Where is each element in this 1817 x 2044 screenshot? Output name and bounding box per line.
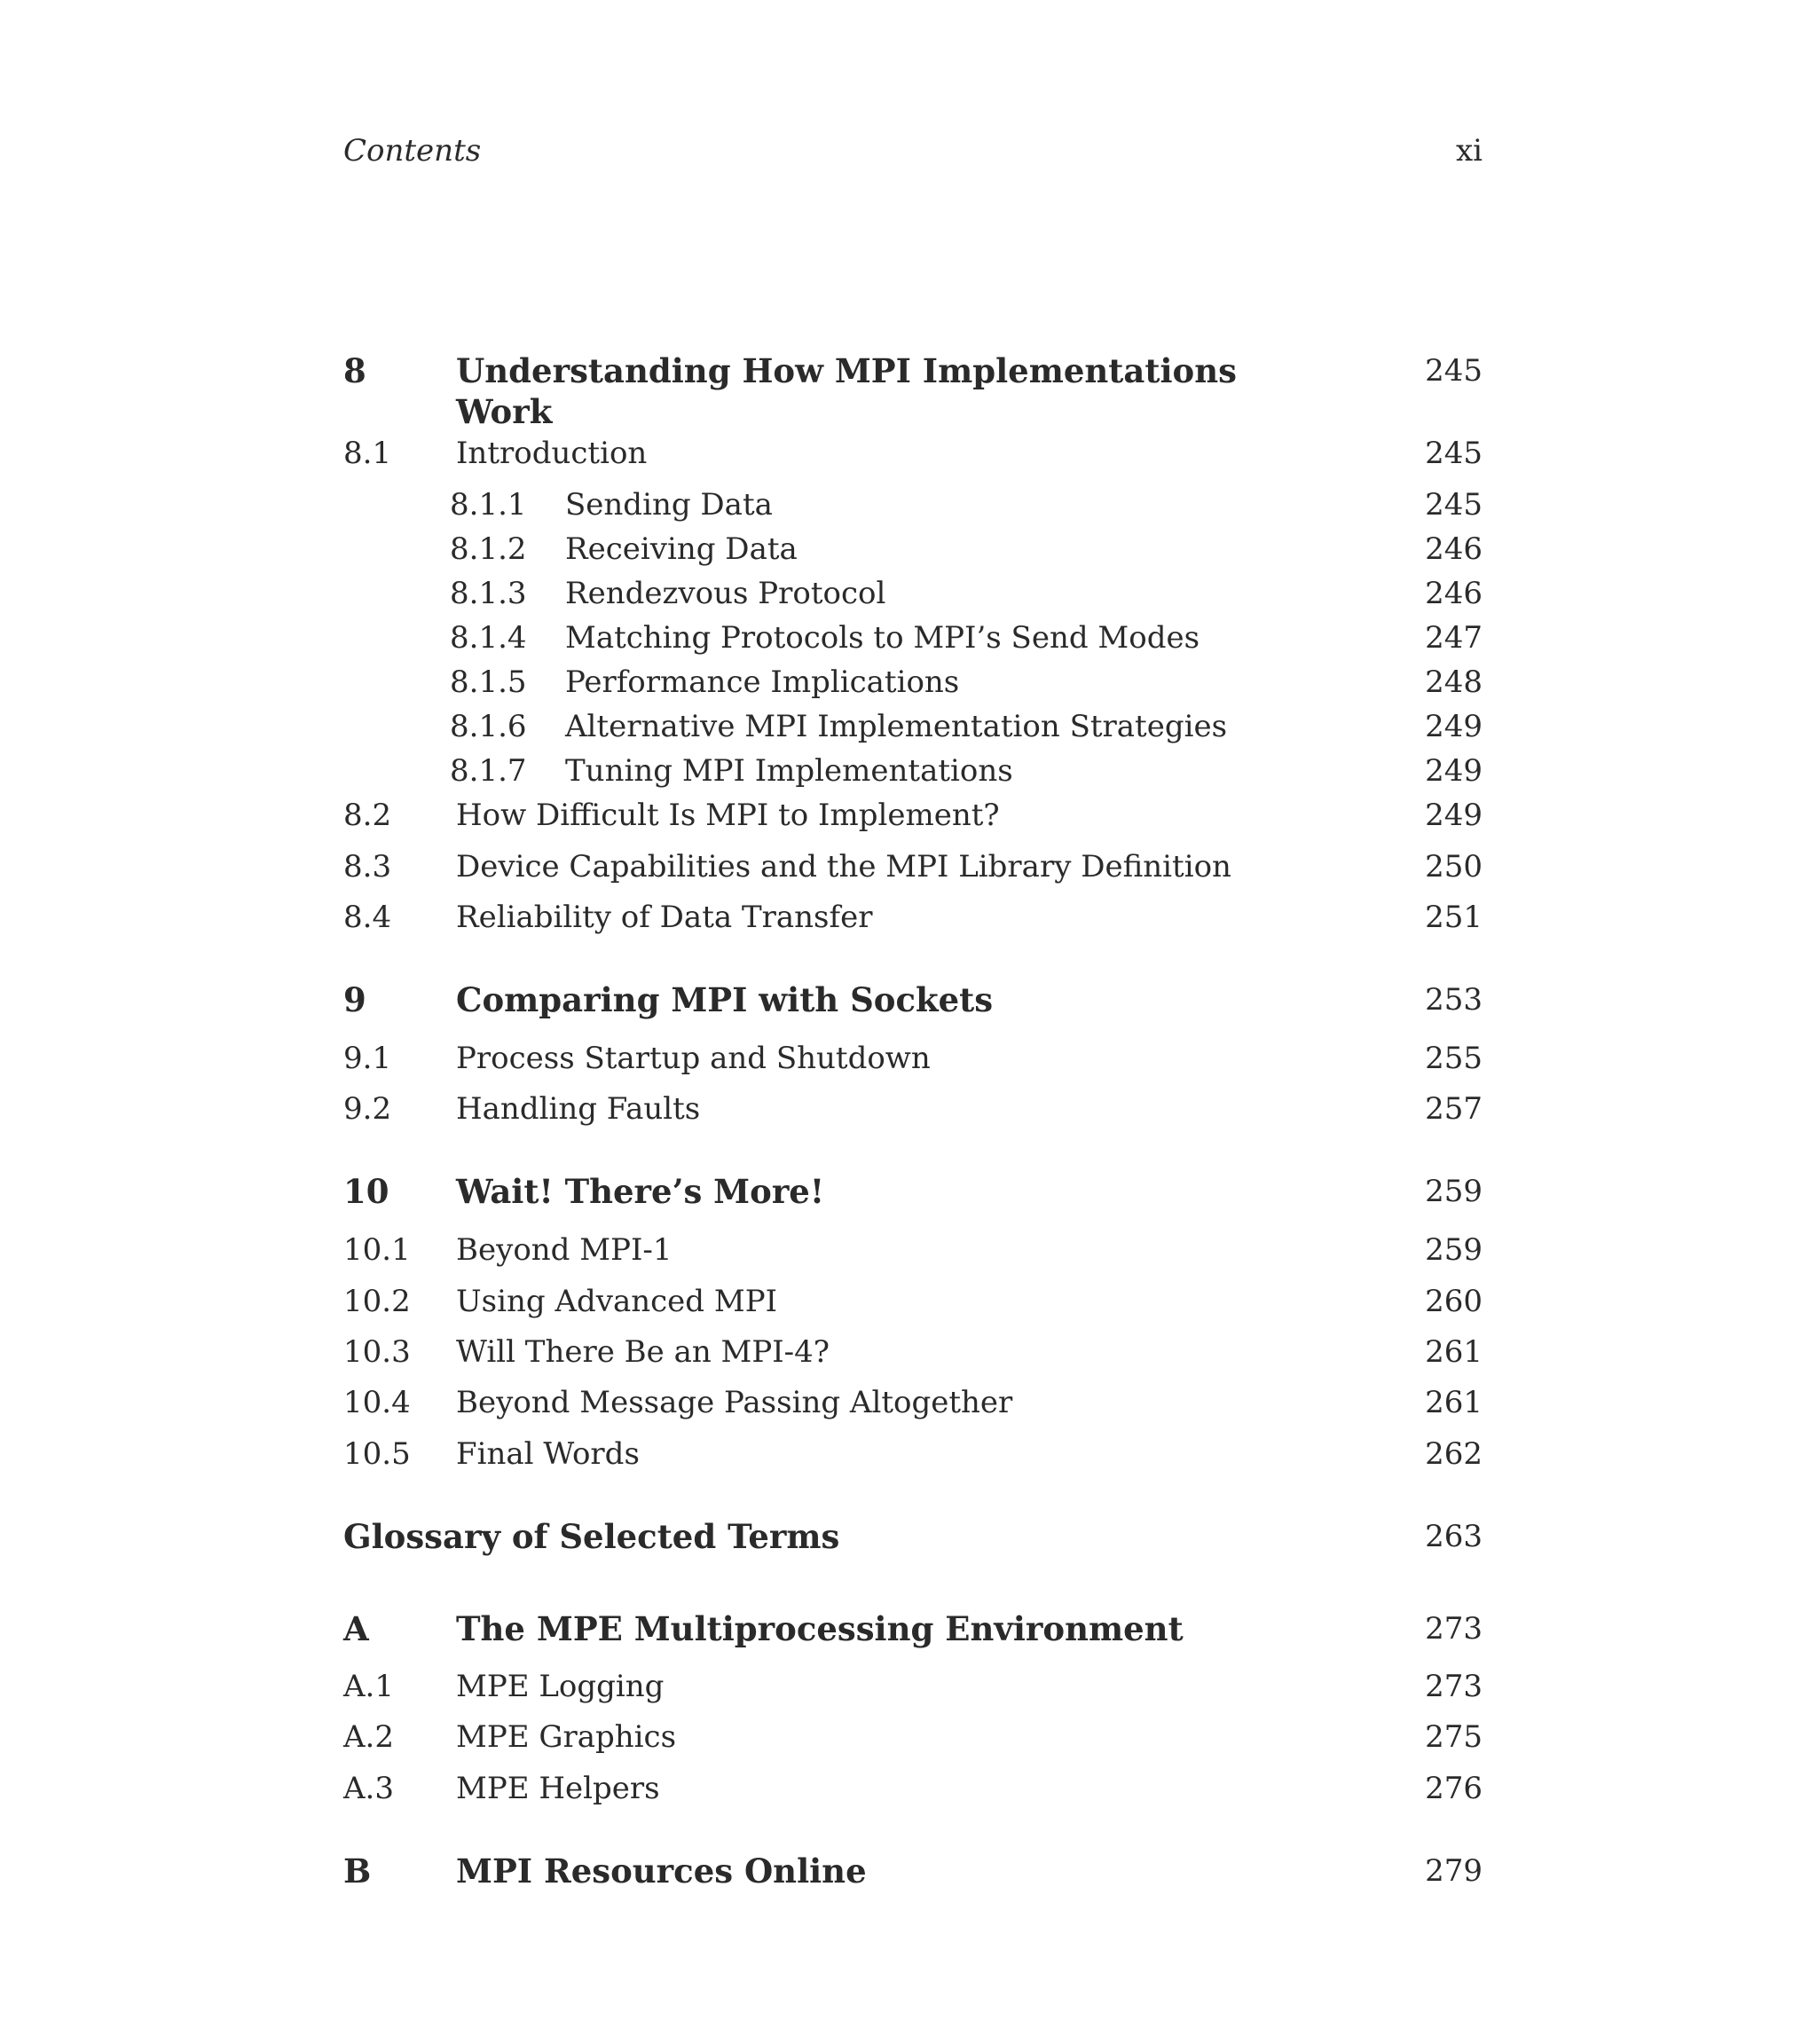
entry-page: 260	[1425, 1284, 1483, 1319]
running-head	[343, 129, 1483, 173]
entry-page: 253	[1425, 982, 1483, 1018]
entry-number: 8.1.3	[450, 576, 527, 611]
entry-title: Comparing MPI with Sockets	[456, 980, 994, 1019]
entry-title: MPE Logging	[456, 1669, 665, 1704]
entry-title: Introduction	[456, 436, 648, 471]
entry-number: 8.2	[343, 798, 392, 833]
entry-title: MPE Graphics	[456, 1719, 677, 1755]
entry-page: 259	[1425, 1174, 1483, 1209]
running-head-title: Contents	[343, 133, 482, 169]
entry-number: A.2	[343, 1719, 394, 1755]
entry-number: 8.4	[343, 900, 392, 935]
entry-title: Beyond Message Passing Altogether	[456, 1385, 1013, 1420]
entry-number: 8.1.1	[450, 487, 527, 523]
entry-title: Wait! There’s More!	[456, 1172, 825, 1211]
entry-title: MPI Resources Online	[456, 1851, 867, 1891]
entry-page: 249	[1425, 753, 1483, 789]
entry-page: 249	[1425, 798, 1483, 833]
entry-number: 9	[343, 980, 366, 1019]
entry-page: 246	[1425, 576, 1483, 611]
entry-page: 255	[1425, 1041, 1483, 1076]
entry-number: 10.5	[343, 1436, 411, 1472]
entry-title: Performance Implications	[565, 664, 960, 700]
entry-title: The MPE Multiprocessing Environment	[456, 1609, 1184, 1648]
entry-page: 261	[1425, 1385, 1483, 1420]
entry-page: 246	[1425, 531, 1483, 567]
entry-page: 245	[1425, 487, 1483, 523]
entry-number: 8	[343, 351, 366, 390]
entry-title: Understanding How MPI Implementations Work	[456, 351, 1237, 431]
entry-page: 276	[1425, 1771, 1483, 1806]
entry-title: Receiving Data	[565, 531, 798, 567]
entry-title: Process Startup and Shutdown	[456, 1041, 931, 1076]
entry-page: 257	[1425, 1091, 1483, 1127]
entry-page: 247	[1425, 620, 1483, 656]
entry-page: 249	[1425, 709, 1483, 744]
entry-number: B	[343, 1851, 372, 1891]
running-head-page-number: xi	[1455, 133, 1483, 169]
entry-page: 262	[1425, 1436, 1483, 1472]
entry-title: Device Capabilities and the MPI Library Definition	[456, 849, 1231, 884]
entry-number: 9.2	[343, 1091, 392, 1127]
entry-page: 279	[1425, 1853, 1483, 1889]
entry-title: Reliability of Data Transfer	[456, 900, 873, 935]
entry-title: MPE Helpers	[456, 1771, 660, 1806]
entry-page: 273	[1425, 1611, 1483, 1647]
entry-page: 245	[1425, 436, 1483, 471]
entry-title: Using Advanced MPI	[456, 1284, 777, 1319]
entry-number: 8.1.4	[450, 620, 527, 656]
entry-page: 275	[1425, 1719, 1483, 1755]
entry-page: 248	[1425, 664, 1483, 700]
entry-number: A.1	[343, 1669, 394, 1704]
entry-number: 9.1	[343, 1041, 392, 1076]
entry-page: 245	[1425, 353, 1483, 389]
entry-page: 251	[1425, 900, 1483, 935]
entry-page: 261	[1425, 1334, 1483, 1370]
entry-title: Will There Be an MPI-4?	[456, 1334, 830, 1370]
entry-title: Final Words	[456, 1436, 640, 1472]
entry-title: Tuning MPI Implementations	[565, 753, 1013, 789]
entry-title: Alternative MPI Implementation Strategies	[565, 709, 1228, 744]
entry-number: 10.3	[343, 1334, 411, 1370]
entry-number: 10	[343, 1172, 389, 1211]
entry-number: 10.2	[343, 1284, 411, 1319]
entry-title: Sending Data	[565, 487, 773, 523]
entry-number: 8.1.7	[450, 753, 527, 789]
entry-page: 263	[1425, 1519, 1483, 1554]
entry-number: A.3	[343, 1771, 394, 1806]
entry-page: 250	[1425, 849, 1483, 884]
entry-number: A	[343, 1609, 369, 1648]
entry-number: 8.3	[343, 849, 392, 884]
entry-title: Matching Protocols to MPI’s Send Modes	[565, 620, 1200, 656]
entry-title: Beyond MPI-1	[456, 1232, 673, 1268]
entry-number: 10.4	[343, 1385, 411, 1420]
entry-title: How Difficult Is MPI to Implement?	[456, 798, 1000, 833]
entry-title: Rendezvous Protocol	[565, 576, 886, 611]
entry-page: 259	[1425, 1232, 1483, 1268]
entry-number: 10.1	[343, 1232, 411, 1268]
entry-page: 273	[1425, 1669, 1483, 1704]
entry-number: 8.1.6	[450, 709, 527, 744]
entry-title: Handling Faults	[456, 1091, 701, 1127]
entry-number: 8.1.5	[450, 664, 527, 700]
entry-title: Glossary of Selected Terms	[343, 1517, 840, 1556]
entry-number: 8.1	[343, 436, 392, 471]
entry-number: 8.1.2	[450, 531, 527, 567]
